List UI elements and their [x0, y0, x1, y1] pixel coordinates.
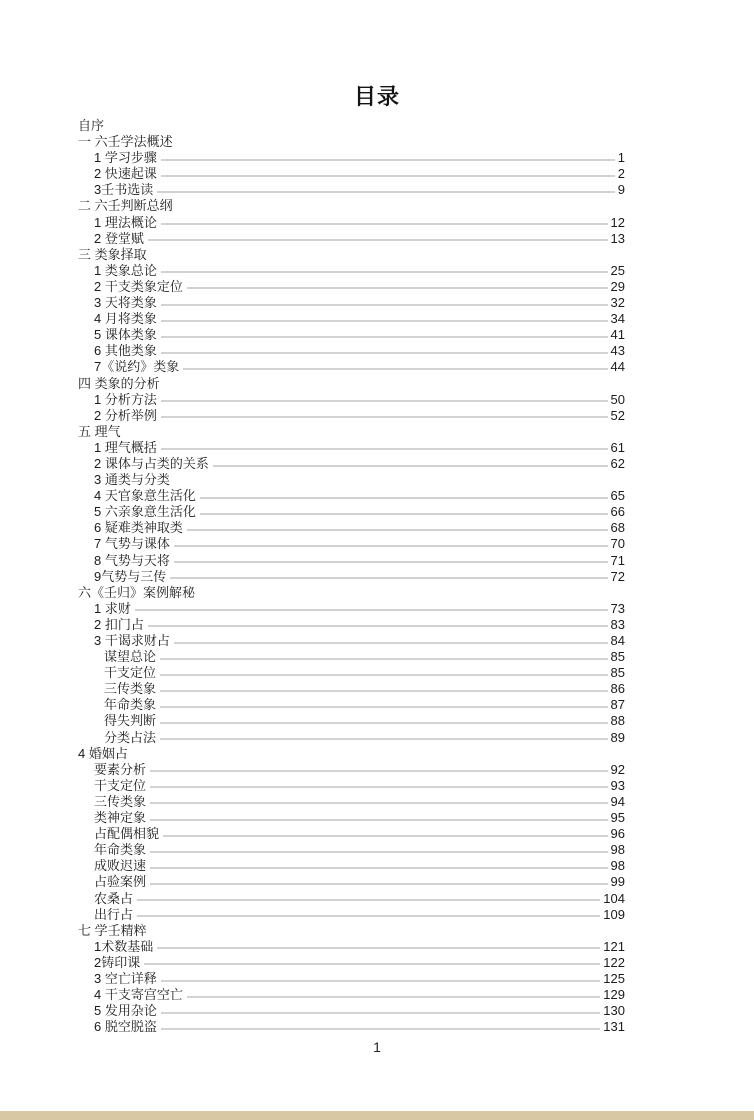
toc-entry-title: 3 干谒求财占: [94, 633, 170, 648]
toc-page-number: 32: [610, 295, 625, 311]
toc-leader-line: [161, 304, 608, 305]
toc-entry[interactable]: [0, 504, 754, 520]
toc-entry[interactable]: [0, 794, 754, 810]
toc-entry[interactable]: [0, 536, 754, 552]
toc-page-number: 125: [603, 970, 625, 986]
toc-entry[interactable]: [0, 553, 754, 569]
toc-leader-line: [161, 352, 608, 353]
toc-entry-title: 自序: [78, 118, 105, 133]
toc-entry[interactable]: [0, 118, 754, 134]
toc-leader-line: [161, 1028, 600, 1029]
toc-entry[interactable]: [0, 376, 754, 392]
toc-leader-line: [161, 1012, 600, 1013]
toc-entry[interactable]: [0, 762, 754, 778]
toc-leader-line: [161, 272, 608, 273]
toc-leader-line: [150, 803, 608, 804]
toc-entry[interactable]: [0, 746, 754, 762]
toc-page-number: 12: [610, 214, 625, 230]
toc-page-number: 84: [610, 633, 625, 648]
toc-leader-line: [160, 674, 608, 675]
toc-entry-title: 5 课体类象: [94, 327, 157, 343]
toc-entry[interactable]: [0, 971, 754, 987]
toc-page-number: 109: [603, 906, 625, 922]
toc-entry[interactable]: [0, 810, 754, 826]
toc-page-number: 99: [610, 874, 625, 890]
toc-leader-line: [170, 578, 607, 579]
toc-entry-title: 1 理法概论: [94, 214, 157, 230]
toc-entry-title: 一 六壬学法概述: [78, 134, 173, 150]
toc-entry[interactable]: [0, 874, 754, 890]
toc-leader-line: [187, 529, 608, 530]
toc-page-number: 44: [610, 359, 625, 375]
toc-page-number: 93: [610, 777, 625, 793]
toc-entry-title: 1 分析方法: [94, 391, 157, 407]
page-bottom-edge: [0, 1111, 754, 1120]
toc-leader-line: [157, 948, 600, 949]
toc-page-number: 92: [610, 761, 625, 777]
toc-leader-line: [161, 401, 608, 402]
toc-page-number: 50: [610, 391, 625, 407]
toc-leader-line: [161, 980, 600, 981]
toc-entry-title: 1 类象总论: [94, 262, 157, 278]
toc-page-number: 83: [610, 616, 625, 632]
toc-page-number: 62: [610, 455, 625, 471]
toc-entry[interactable]: [0, 311, 754, 327]
toc-entry[interactable]: [0, 858, 754, 874]
toc-entry-title: 三传类象: [104, 681, 157, 697]
toc-page-number: 88: [610, 713, 625, 729]
toc-page-number: 2: [617, 166, 625, 182]
toc-leader-line: [161, 336, 608, 337]
toc-entry[interactable]: [0, 263, 754, 279]
toc-entry[interactable]: [0, 520, 754, 536]
toc-leader-line: [137, 900, 600, 901]
toc-leader-line: [150, 867, 608, 868]
toc-leader-line: [150, 771, 608, 772]
toc-entry-title: 占验案例: [94, 874, 147, 890]
toc-page-number: 34: [610, 311, 625, 327]
toc-leader-line: [160, 723, 608, 724]
toc-leader-line: [160, 658, 608, 659]
toc-page-number: 87: [610, 697, 625, 713]
toc-leader-line: [137, 916, 600, 917]
toc-entry-title: 6 疑难类神取类: [94, 520, 183, 536]
toc-entry-title: 七 学壬精粹: [78, 922, 147, 938]
toc-leader-line: [213, 465, 608, 466]
toc-entry[interactable]: [0, 939, 754, 955]
toc-entry[interactable]: [0, 198, 754, 214]
toc-page-number: 85: [610, 665, 625, 681]
toc-page-number: 96: [610, 826, 625, 842]
toc-page-number: 13: [610, 230, 625, 246]
toc-page-number: 122: [603, 954, 625, 970]
toc-entry[interactable]: [0, 907, 754, 923]
toc-entry-title: 年命类象: [104, 697, 157, 713]
toc-entry[interactable]: [0, 392, 754, 408]
toc-entry-title: 年命类象: [94, 842, 147, 858]
toc-page-number: 86: [610, 681, 625, 697]
toc-entry[interactable]: [0, 633, 754, 649]
toc-page-number: 65: [610, 488, 625, 504]
toc-leader-line: [161, 175, 615, 176]
toc-leader-line: [187, 288, 608, 289]
toc-entry-title: 1术数基础: [94, 938, 154, 954]
toc-entry-title: 六《壬归》案例解秘: [78, 584, 196, 600]
toc-page-number: 73: [610, 600, 625, 616]
toc-entry[interactable]: [0, 150, 754, 166]
toc-entry-title: 3 空亡详释: [94, 970, 157, 986]
toc-entry-title: 2 分析举例: [94, 407, 157, 423]
toc-entry[interactable]: [0, 166, 754, 182]
toc-page-number: 41: [610, 327, 625, 343]
toc-entry[interactable]: [0, 649, 754, 665]
toc-page-number: 43: [610, 343, 625, 359]
toc-leader-line: [161, 417, 608, 418]
toc-entry[interactable]: [0, 231, 754, 247]
toc-leader-line: [200, 513, 608, 514]
toc-entry-title: 3 通类与分类: [94, 472, 170, 488]
toc-entry-title: 2 快速起课: [94, 166, 157, 182]
toc-entry[interactable]: [0, 665, 754, 681]
toc-entry[interactable]: [0, 247, 754, 263]
toc-entry-title: 分类占法: [104, 729, 157, 745]
toc-page-number: 1: [617, 150, 625, 166]
toc-entry-title: 干支定位: [94, 777, 147, 793]
toc-entry-title: 农桑占: [94, 890, 134, 906]
toc-entry[interactable]: [0, 617, 754, 633]
toc-leader-line: [200, 497, 608, 498]
toc-leader-line: [174, 562, 608, 563]
toc-leader-line: [150, 787, 608, 788]
toc-leader-line: [161, 449, 608, 450]
toc-leader-line: [174, 545, 608, 546]
toc-leader-line: [135, 610, 608, 611]
toc-leader-line: [150, 851, 608, 852]
toc-leader-line: [174, 642, 608, 643]
toc-entry[interactable]: [0, 327, 754, 343]
toc-entry-title: 2铸印课: [94, 954, 141, 970]
toc-page-number: 130: [603, 1003, 625, 1019]
toc-entry-title: 三传类象: [94, 793, 147, 809]
toc-page-number: 131: [603, 1019, 625, 1035]
toc-leader-line: [160, 690, 608, 691]
toc-page-number: 66: [610, 504, 625, 520]
toc-entry[interactable]: [0, 488, 754, 504]
toc-entry-title: 6 脱空脱盗: [94, 1019, 157, 1035]
toc-leader-line: [148, 626, 608, 627]
toc-leader-line: [160, 706, 608, 707]
toc-entry-title: 谋望总论: [104, 649, 157, 665]
toc-list: [0, 118, 754, 1035]
toc-page-number: 29: [610, 278, 625, 294]
toc-entry[interactable]: [0, 713, 754, 729]
toc-entry-title: 三 类象择取: [78, 246, 147, 262]
toc-entry[interactable]: [0, 343, 754, 359]
toc-entry[interactable]: [0, 359, 754, 375]
toc-entry-title: 出行占: [94, 906, 134, 922]
toc-entry-title: 1 求财: [94, 600, 131, 616]
toc-entry-title: 2 课体与占类的关系: [94, 455, 209, 471]
toc-entry-title: 得失判断: [104, 713, 157, 729]
footer-page-number: 1: [373, 1039, 381, 1055]
toc-entry-title: 3壬书选读: [94, 182, 154, 198]
toc-leader-line: [163, 835, 608, 836]
toc-entry[interactable]: [0, 601, 754, 617]
toc-entry-title: 四 类象的分析: [78, 375, 160, 391]
toc-page-number: 25: [610, 262, 625, 278]
toc-entry-title: 7《说约》类象: [94, 359, 180, 375]
toc-entry-title: 9气势与三传: [94, 568, 167, 584]
toc-leader-line: [160, 739, 608, 740]
toc-entry[interactable]: [0, 569, 754, 585]
toc-entry-title: 3 天将类象: [94, 295, 157, 311]
toc-page-number: 70: [610, 536, 625, 552]
toc-page-number: 71: [610, 552, 625, 568]
toc-page-number: 52: [610, 407, 625, 423]
toc-entry-title: 7 气势与课体: [94, 536, 170, 552]
toc-entry[interactable]: [0, 955, 754, 971]
toc-entry-title: 要素分析: [94, 761, 147, 777]
toc-page-number: 129: [603, 987, 625, 1003]
toc-entry[interactable]: [0, 826, 754, 842]
toc-page-number: 89: [610, 729, 625, 745]
toc-page-number: 61: [610, 439, 625, 455]
toc-entry[interactable]: [0, 215, 754, 231]
toc-leader-line: [144, 964, 600, 965]
toc-entry[interactable]: [0, 440, 754, 456]
toc-entry[interactable]: [0, 923, 754, 939]
toc-entry[interactable]: [0, 585, 754, 601]
toc-entry[interactable]: [0, 697, 754, 713]
toc-entry[interactable]: [0, 730, 754, 746]
page-title: 目录: [353, 84, 400, 109]
toc-entry-title: 干支定位: [104, 665, 157, 681]
toc-entry-title: 2 登堂赋: [94, 230, 144, 246]
toc-entry[interactable]: [0, 456, 754, 472]
toc-entry-title: 6 其他类象: [94, 343, 157, 359]
toc-page-number: 68: [610, 520, 625, 536]
toc-entry[interactable]: [0, 842, 754, 858]
toc-entry-title: 成败迟速: [94, 858, 147, 874]
toc-leader-line: [157, 191, 615, 192]
toc-entry-title: 2 扣门占: [94, 616, 144, 632]
toc-entry-title: 1 学习步骤: [94, 150, 157, 166]
toc-entry[interactable]: [0, 681, 754, 697]
toc-page-number: 121: [603, 938, 625, 954]
toc-leader-line: [150, 883, 608, 884]
toc-page-number: 98: [610, 858, 625, 874]
toc-entry-title: 2 干支类象定位: [94, 278, 183, 294]
toc-entry-title: 4 天官象意生活化: [94, 488, 196, 504]
toc-entry-title: 占配偶相貌: [94, 826, 160, 842]
toc-leader-line: [148, 240, 608, 241]
toc-entry[interactable]: [0, 134, 754, 150]
toc-entry-title: 4 婚姻占: [78, 745, 128, 761]
toc-leader-line: [161, 159, 615, 160]
toc-leader-line: [161, 320, 608, 321]
toc-entry[interactable]: [0, 1019, 754, 1035]
toc-entry-title: 二 六壬判断总纲: [78, 198, 173, 214]
toc-entry[interactable]: [0, 279, 754, 295]
toc-entry-title: 4 月将类象: [94, 311, 157, 327]
toc-entry[interactable]: [0, 891, 754, 907]
toc-entry[interactable]: [0, 1003, 754, 1019]
toc-entry-title: 类神定象: [94, 810, 147, 826]
toc-entry-title: 五 理气: [78, 423, 121, 439]
toc-entry-title: 4 干支寄宫空亡: [94, 987, 183, 1003]
toc-entry-title: 8 气势与天将: [94, 552, 170, 568]
toc-page-number: 85: [610, 649, 625, 665]
toc-entry-title: 5 六亲象意生活化: [94, 504, 196, 520]
toc-entry[interactable]: [0, 472, 754, 488]
toc-entry[interactable]: [0, 182, 754, 198]
toc-page-number: 72: [610, 568, 625, 584]
toc-entry[interactable]: [0, 295, 754, 311]
toc-page-number: 94: [610, 793, 625, 809]
toc-page-number: 9: [617, 182, 625, 198]
toc-page-number: 95: [610, 810, 625, 826]
toc-entry[interactable]: [0, 424, 754, 440]
toc-leader-line: [187, 996, 600, 997]
toc-leader-line: [183, 368, 607, 369]
toc-page-number: 104: [603, 890, 625, 906]
toc-entry-title: 5 发用杂论: [94, 1003, 157, 1019]
toc-page-number: 98: [610, 842, 625, 858]
toc-entry[interactable]: [0, 408, 754, 424]
toc-leader-line: [161, 224, 608, 225]
toc-leader-line: [150, 819, 608, 820]
toc-entry[interactable]: [0, 778, 754, 794]
toc-entry-title: 1 理气概括: [94, 439, 157, 455]
toc-entry[interactable]: [0, 987, 754, 1003]
